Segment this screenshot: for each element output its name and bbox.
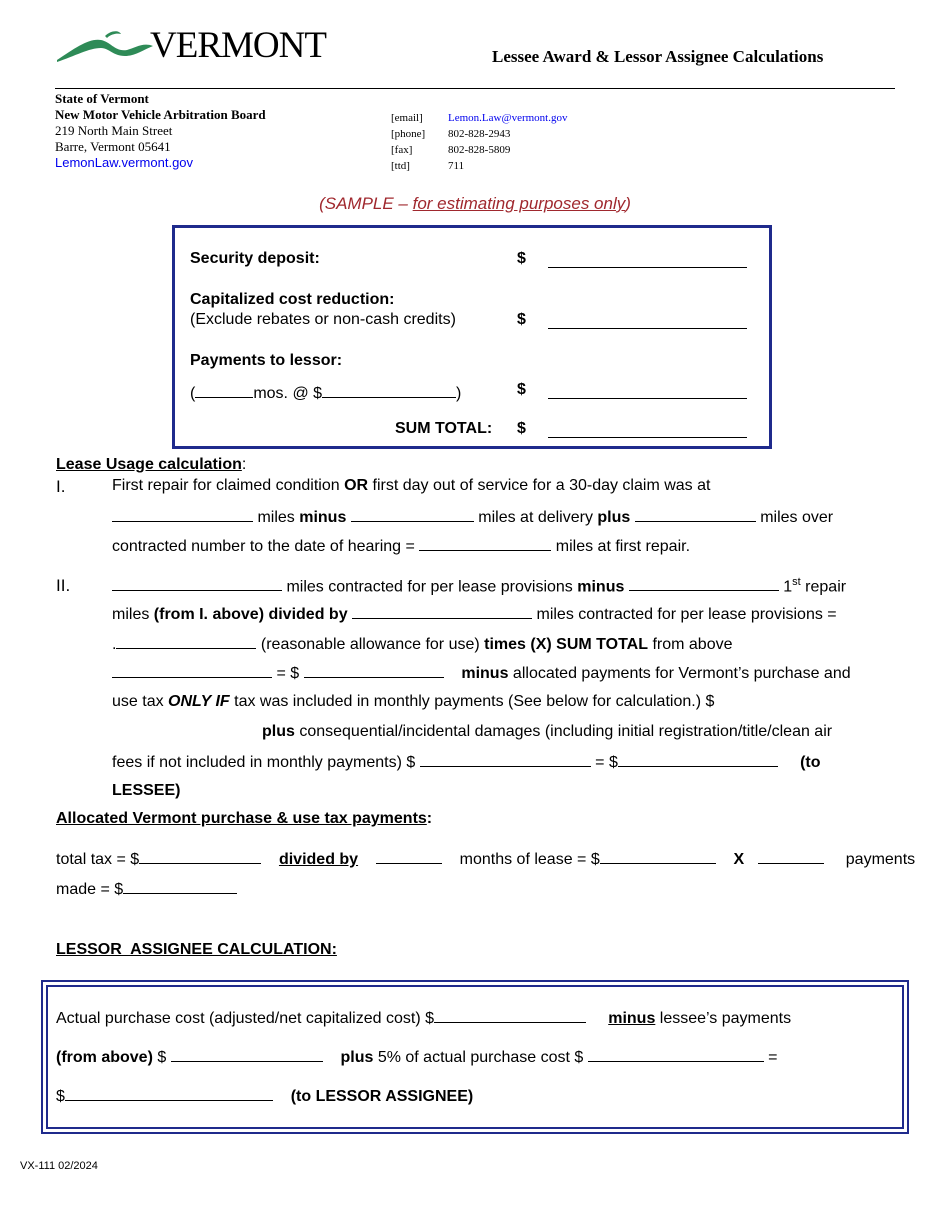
- agency-website-link[interactable]: LemonLaw.vermont.gov: [55, 155, 194, 170]
- agency-board: New Motor Vehicle Arbitration Board: [55, 107, 266, 122]
- cap-cost-note: (Exclude rebates or non-cash credits): [190, 311, 456, 328]
- allowance-dollar-field[interactable]: [304, 663, 444, 678]
- months-field[interactable]: [195, 383, 253, 398]
- purchase-cost-field[interactable]: [434, 1008, 586, 1023]
- vermont-logo: [55, 25, 326, 66]
- ttd-value: 711: [448, 160, 465, 172]
- tax-heading: Allocated Vermont purchase & use tax payments:: [56, 810, 433, 827]
- miles-contracted-divisor-field[interactable]: [352, 604, 532, 619]
- form-title: Lessee Award & Lessor Assignee Calculations: [492, 47, 824, 66]
- five-percent-field[interactable]: [588, 1047, 764, 1062]
- lease-line-6: . (reasonable allowance for use) times (X) SUM TOTAL from above: [112, 636, 733, 653]
- tax-made-field[interactable]: [123, 879, 237, 894]
- agency-state: State of Vermont: [55, 91, 149, 106]
- use-tax-field[interactable]: [112, 722, 262, 736]
- dollar-sign: $: [517, 311, 526, 328]
- header-divider: [55, 88, 895, 89]
- agency-address: [55, 91, 266, 155]
- lessee-award-field[interactable]: [618, 752, 778, 767]
- lease-line-10: fees if not included in monthly payments) $ = $ (to: [112, 754, 821, 771]
- miles-delivery-field[interactable]: [351, 507, 474, 522]
- lease-line-4: miles contracted for per lease provisions minus 1st repair: [112, 576, 846, 596]
- tax-line-1: total tax = $ divided by months of lease = $ X payments: [56, 851, 916, 868]
- ttd-label: [ttd]: [391, 160, 410, 172]
- lessee-payments-field[interactable]: [171, 1047, 323, 1062]
- lessor-heading: LESSOR ASSIGNEE CALCULATION:: [56, 941, 337, 958]
- dollar-sign: $: [517, 420, 526, 437]
- logo-wordmark: VERMONT: [150, 25, 326, 66]
- miles-contracted-field[interactable]: [112, 576, 282, 591]
- agency-city: Barre, Vermont 05641: [55, 139, 171, 154]
- sum-total-label: SUM TOTAL:: [395, 420, 493, 437]
- mountain-logo-icon: [55, 26, 155, 66]
- tax-divisor-field[interactable]: [376, 849, 442, 864]
- months-at-row: ( mos. @ $ ): [190, 385, 462, 402]
- sample-notice: (SAMPLE – for estimating purposes only): [319, 194, 631, 213]
- fax-label: [fax]: [391, 144, 413, 156]
- payments-made-count-field[interactable]: [758, 849, 824, 864]
- dollar-sign: $: [517, 250, 526, 267]
- sample-notice-underlined: for estimating purposes only: [412, 194, 626, 213]
- tax-line-2: made = $: [56, 879, 237, 899]
- monthly-amount-field[interactable]: [322, 383, 456, 398]
- agency-street: 219 North Main Street: [55, 123, 173, 138]
- lease-line-1: First repair for claimed condition OR first day out of service for a 30-day claim was at: [112, 477, 711, 494]
- consequential-damages-field[interactable]: [420, 752, 591, 767]
- email-label: [email]: [391, 112, 423, 124]
- security-deposit-label: Security deposit:: [190, 250, 320, 267]
- contact-block: [391, 110, 568, 174]
- roman-numeral-1: I.: [56, 477, 66, 496]
- lessor-line-2: (from above) $ plus 5% of actual purchase cost $ =: [56, 1049, 778, 1066]
- lessor-line-3: $ (to LESSOR ASSIGNEE): [56, 1088, 474, 1105]
- allowance-product-field[interactable]: [112, 663, 272, 678]
- security-deposit-field[interactable]: [548, 267, 747, 268]
- miles-at-first-repair-field[interactable]: [419, 536, 551, 551]
- reasonable-allowance-field[interactable]: [116, 634, 256, 649]
- phone-value: 802-828-2943: [448, 128, 511, 140]
- dollar-sign: $: [517, 381, 526, 398]
- lease-line-8: use tax ONLY IF tax was included in monthly payments (See below for calculation.) $: [112, 693, 715, 710]
- summary-box: [172, 225, 772, 449]
- lessor-assignee-field[interactable]: [65, 1086, 273, 1101]
- form-id: VX-111 02/2024: [20, 1160, 98, 1172]
- lessor-line-1: Actual purchase cost (adjusted/net capitalized cost) $ minus lessee’s payments: [56, 1010, 792, 1027]
- lease-line-5: miles (from I. above) divided by miles contracted for per lease provisions =: [112, 606, 837, 623]
- cap-cost-field[interactable]: [548, 328, 747, 329]
- miles-over-field[interactable]: [635, 507, 756, 522]
- total-tax-field[interactable]: [139, 849, 261, 864]
- lease-line-3: contracted number to the date of hearing = miles at first repair.: [112, 538, 691, 555]
- first-repair-miles-field[interactable]: [629, 576, 779, 591]
- fax-value: 802-828-5809: [448, 144, 511, 156]
- cap-cost-label: Capitalized cost reduction:: [190, 291, 395, 308]
- sum-total-field[interactable]: [548, 437, 747, 438]
- lease-line-9: plus consequential/incidental damages (including initial registration/title/clean air: [112, 722, 832, 741]
- phone-label: [phone]: [391, 128, 426, 140]
- lease-line-11: LESSEE): [112, 782, 181, 799]
- payments-label: Payments to lessor:: [190, 352, 343, 369]
- lease-usage-heading: Lease Usage calculation:: [56, 456, 247, 473]
- monthly-tax-field[interactable]: [600, 849, 716, 864]
- lease-line-2: miles minus miles at delivery plus miles over: [112, 507, 833, 527]
- payments-field[interactable]: [548, 398, 747, 399]
- roman-numeral-2: II.: [56, 576, 71, 595]
- email-link[interactable]: Lemon.Law@vermont.gov: [448, 112, 568, 124]
- lease-line-7: = $ minus allocated payments for Vermont’s purchase and: [112, 663, 851, 683]
- miles-first-repair-field[interactable]: [112, 507, 253, 522]
